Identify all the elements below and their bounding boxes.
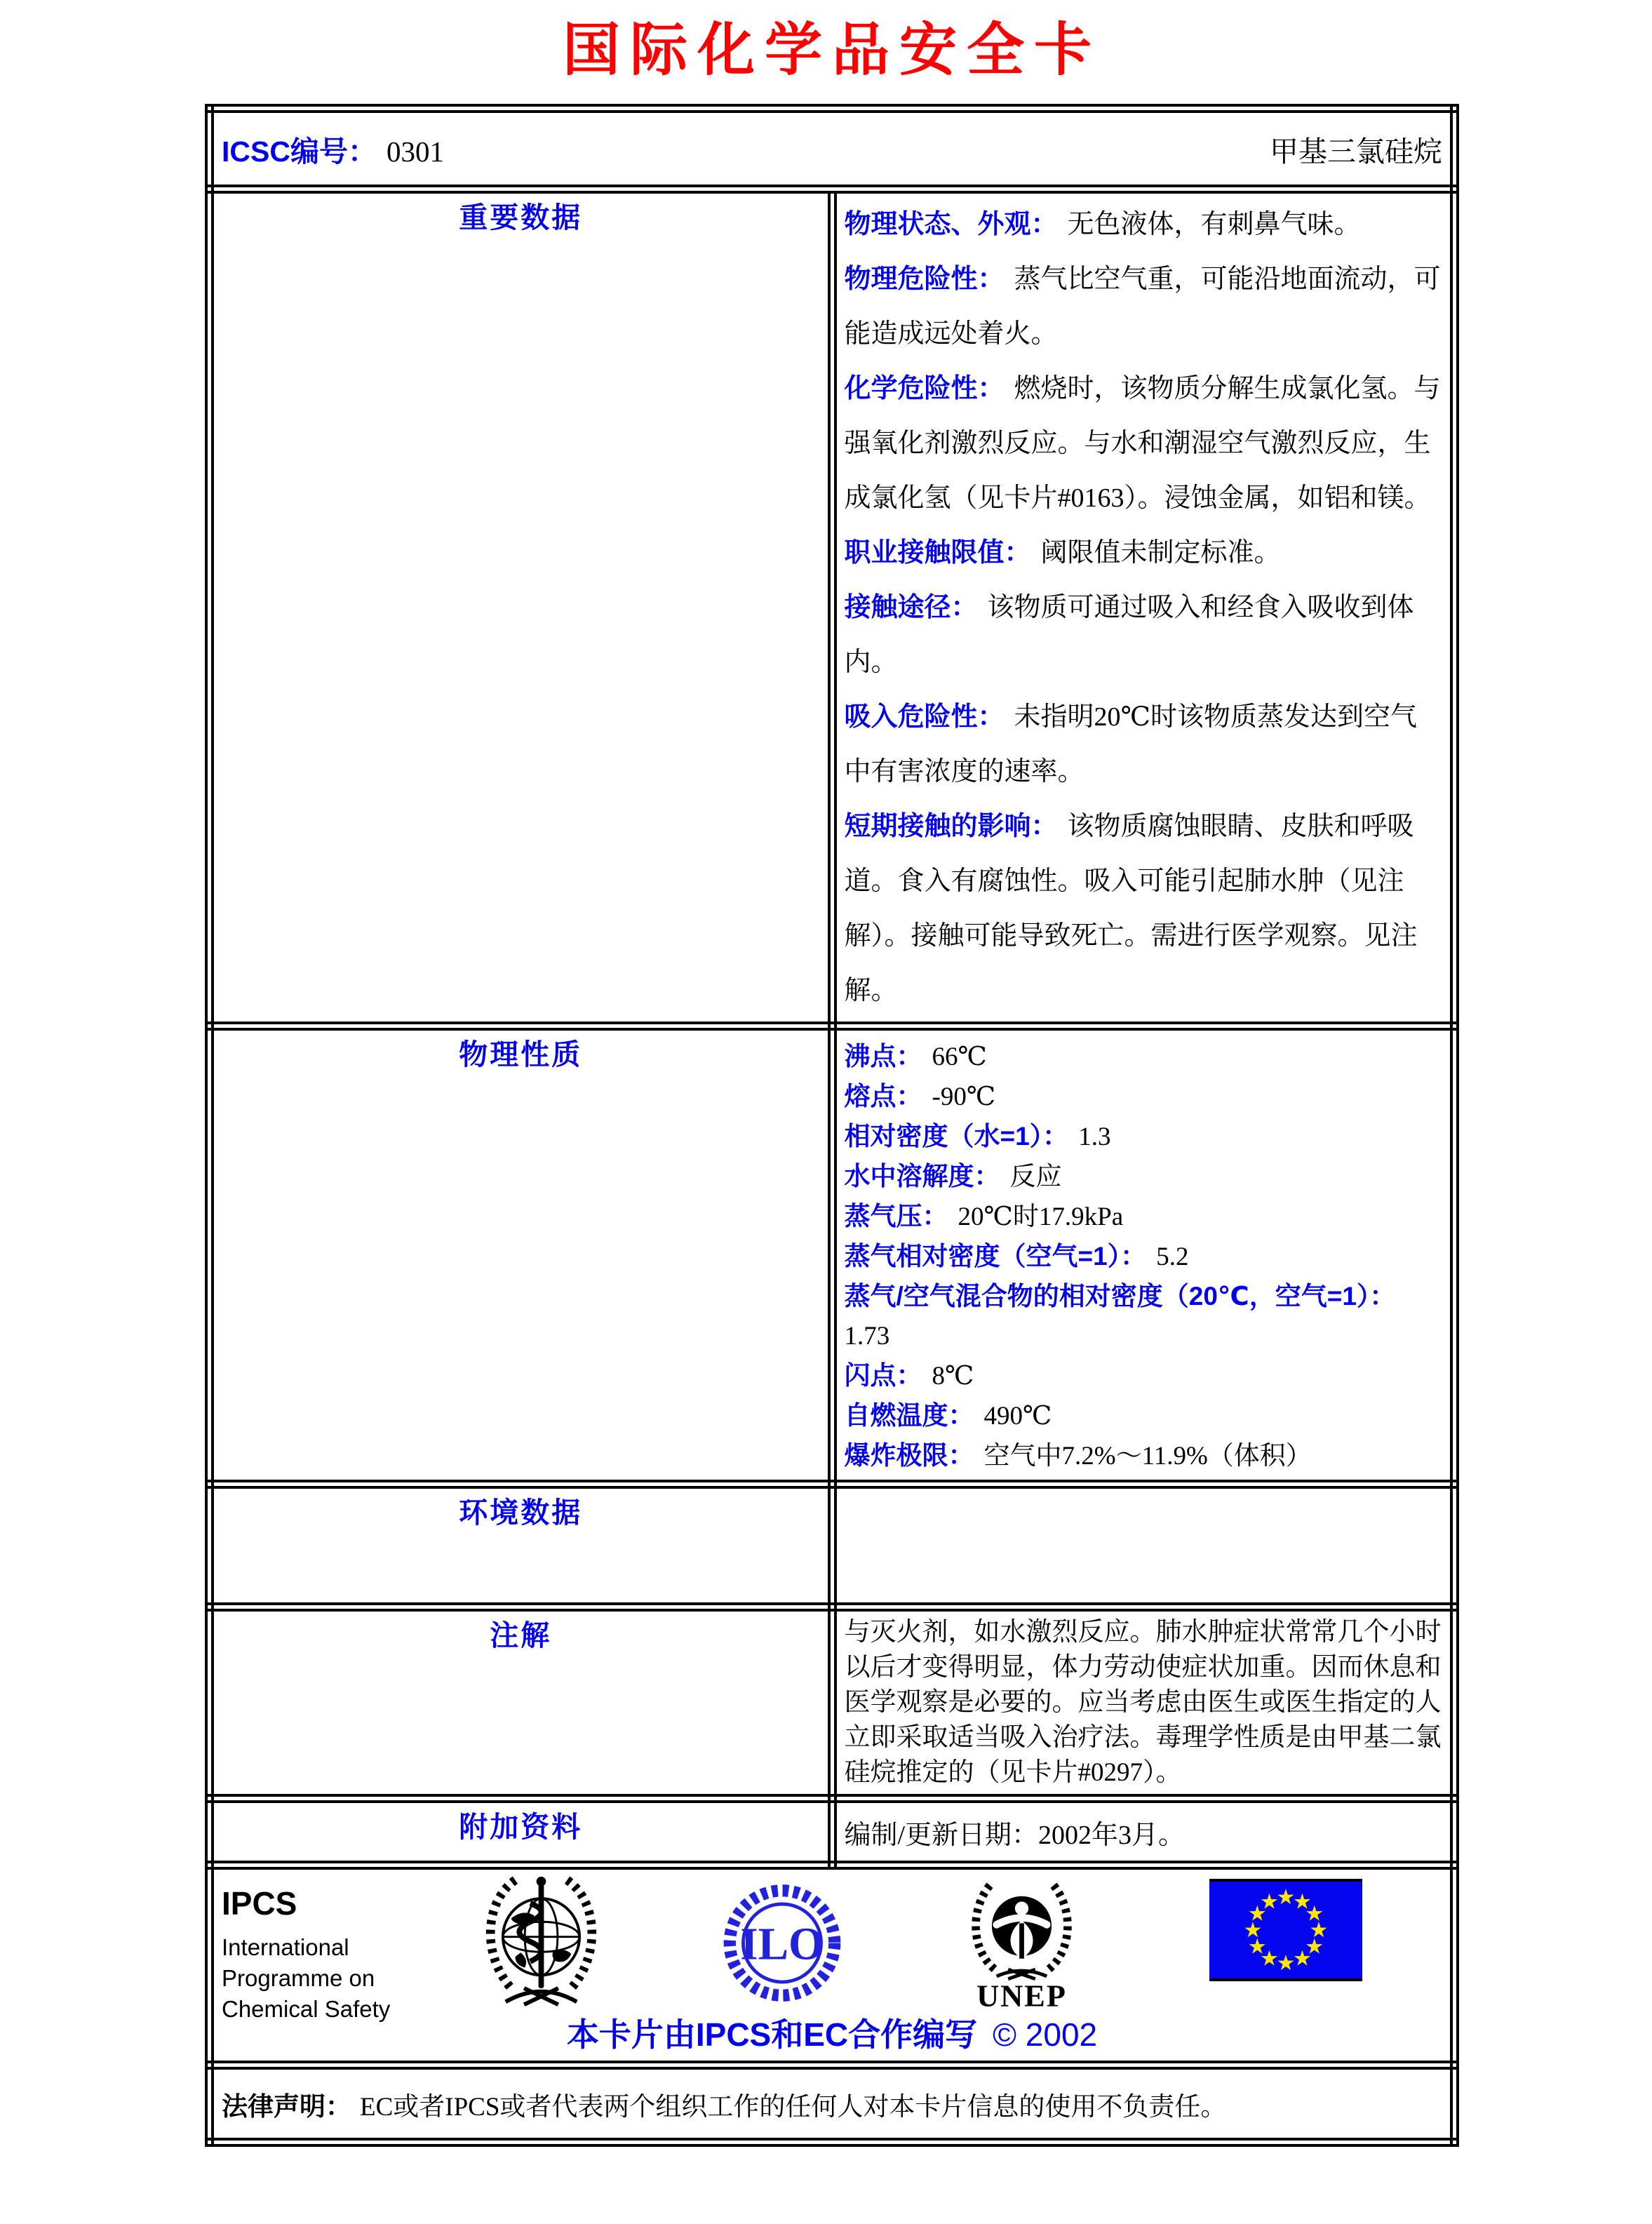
icsc-card-table xyxy=(205,104,1459,2147)
item-label: 职业接触限值： xyxy=(844,538,1031,568)
item-text: 8℃ xyxy=(932,1362,974,1391)
item-label: 沸点： xyxy=(844,1042,922,1071)
item-label: 吸入危险性： xyxy=(844,702,1005,732)
item-text: 1.73 xyxy=(844,1322,890,1351)
item-text: 该物质可通过吸入和经食入吸收到体内。 xyxy=(844,593,1414,677)
item-text: 反应 xyxy=(1009,1163,1062,1191)
physical-properties-row xyxy=(210,1026,1455,1485)
item-label: 化学危险性： xyxy=(844,374,1005,403)
item-label: 蒸气压： xyxy=(844,1202,948,1231)
section-label-notes: 注解 xyxy=(210,1607,833,1799)
page-title: 国际化学品安全卡 xyxy=(562,18,1101,82)
eu-star-icon: ★ xyxy=(1243,1919,1263,1942)
important-item xyxy=(845,690,1443,799)
unep-caption: UNEP xyxy=(976,1978,1067,2014)
item-text: 1.3 xyxy=(1078,1123,1111,1151)
legal-label: 法律声明： xyxy=(222,2091,351,2121)
eu-star-icon: ★ xyxy=(1276,1952,1296,1975)
icsc-number-label: ICSC编号： xyxy=(222,135,377,168)
chemical-name: 甲基三氯硅烷 xyxy=(1270,135,1442,168)
icsc-number xyxy=(222,128,444,170)
item-text: 该物质腐蚀眼睛、皮肤和呼吸道。食入有腐蚀性。吸入可能引起肺水肿（见注解）。接触可能导致死亡。需进行医学观察。见注解。 xyxy=(844,812,1418,1005)
ilo-logo-icon xyxy=(718,1875,846,2011)
item-label: 蒸气相对密度（空气=1）： xyxy=(844,1242,1147,1271)
eu-star-icon: ★ xyxy=(1305,1902,1324,1926)
physical-item xyxy=(845,1037,1443,1077)
unep-logo-icon xyxy=(964,1870,1080,2014)
eu-star-icon: ★ xyxy=(1260,1890,1279,1914)
credit-line xyxy=(215,2009,1449,2056)
eu-star-icon: ★ xyxy=(1260,1947,1279,1971)
section-label-important-data: 重要数据 xyxy=(210,189,833,1026)
item-text: 20℃时17.9kPa xyxy=(958,1203,1124,1231)
item-text: 无色液体，有刺鼻气味。 xyxy=(1067,210,1361,239)
notes-text: 与灭火剂，如水激烈反应。肺水肿症状常常几个小时以后才变得明显，体力劳动使症状加重。因而休息和医学观察是必要的。应当考虑由医生或医生指定的人立即采取适当吸入治疗法。毒理学性质是由甲基二氯硅烷推定的（见卡片#0297）。 xyxy=(844,1618,1442,1787)
item-text: 燃烧时，该物质分解生成氯化氢。与强氧化剂激烈反应。与水和潮湿空气激烈反应，生成氯化氢（见卡片#0163）。浸蚀金属，如铝和镁。 xyxy=(844,374,1441,513)
physical-item xyxy=(845,1237,1443,1277)
important-item xyxy=(845,252,1443,361)
important-item xyxy=(845,361,1443,525)
item-label: 爆炸极限： xyxy=(844,1441,974,1470)
item-label: 接触途径： xyxy=(844,593,978,622)
environmental-data-content xyxy=(838,1489,1450,1495)
logos-row xyxy=(210,1865,1455,2065)
ipcs-line3: Chemical Safety xyxy=(222,1996,391,2022)
eu-star-icon: ★ xyxy=(1276,1886,1296,1909)
header-row xyxy=(210,109,1455,189)
item-label: 自燃温度： xyxy=(844,1401,974,1430)
eu-star-icon: ★ xyxy=(1309,1919,1329,1942)
credit-year: © 2002 xyxy=(993,2016,1098,2053)
section-label-environmental-data: 环境数据 xyxy=(210,1485,833,1607)
item-label: 熔点： xyxy=(844,1082,922,1111)
item-text: 阈限值未制定标准。 xyxy=(1040,538,1281,568)
important-item xyxy=(845,580,1443,690)
ipcs-line1: International xyxy=(222,1934,349,1960)
physical-item xyxy=(845,1436,1443,1476)
item-label: 物理危险性： xyxy=(844,264,1005,294)
eu-star-icon: ★ xyxy=(1293,1890,1312,1914)
credit-text: 本卡片由IPCS和EC合作编写 xyxy=(566,2016,978,2053)
section-label-additional-info: 附加资料 xyxy=(210,1799,833,1865)
who-logo-icon xyxy=(473,1870,610,2014)
important-item xyxy=(845,799,1443,1018)
item-text: 空气中7.2%～11.9%（体积） xyxy=(983,1442,1312,1471)
section-label-physical-properties: 物理性质 xyxy=(210,1026,833,1485)
item-label: 蒸气/空气混合物的相对密度（20℃，空气=1）： xyxy=(844,1282,1396,1311)
eu-star-icon: ★ xyxy=(1247,1935,1267,1959)
item-label: 闪点： xyxy=(844,1361,922,1390)
ipcs-line2: Programme on xyxy=(222,1965,375,1991)
legal-text: EC或者IPCS或者代表两个组织工作的任何人对本卡片信息的使用不负责任。 xyxy=(360,2092,1227,2122)
important-item xyxy=(845,525,1443,580)
physical-item xyxy=(845,1117,1443,1157)
physical-properties-content xyxy=(838,1031,1450,1479)
item-label: 短期接触的影响： xyxy=(844,812,1058,841)
item-text: -90℃ xyxy=(932,1083,996,1111)
ilo-letters: ILO xyxy=(740,1919,824,1970)
eu-star-icon: ★ xyxy=(1305,1935,1324,1959)
item-label: 水中溶解度： xyxy=(844,1162,1000,1191)
additional-info-row xyxy=(210,1799,1455,1865)
item-text: 66℃ xyxy=(932,1043,987,1071)
ipcs-acronym: IPCS xyxy=(222,1885,297,1922)
physical-item xyxy=(845,1396,1443,1436)
notes-row xyxy=(210,1607,1455,1799)
physical-item xyxy=(845,1277,1443,1356)
environmental-data-row xyxy=(210,1485,1455,1607)
legal-notice xyxy=(215,2070,1449,2137)
item-text: 未指明20℃时该物质蒸发达到空气中有害浓度的速率。 xyxy=(844,702,1418,786)
notes-content xyxy=(838,1612,1450,1793)
physical-item xyxy=(845,1356,1443,1396)
item-label: 相对密度（水=1）： xyxy=(844,1122,1069,1151)
eu-star-icon: ★ xyxy=(1293,1947,1312,1971)
eu-flag-icon xyxy=(1209,1879,1362,1981)
important-data-row xyxy=(210,189,1455,1026)
additional-info-text: 编制/更新日期：2002年3月。 xyxy=(844,1820,1186,1850)
item-text: 5.2 xyxy=(1156,1242,1189,1271)
physical-item xyxy=(845,1197,1443,1237)
ipcs-block xyxy=(222,1884,390,2025)
physical-item xyxy=(845,1157,1443,1197)
item-text: 490℃ xyxy=(983,1402,1052,1431)
important-item xyxy=(845,197,1443,252)
item-label: 物理状态、外观： xyxy=(844,210,1058,239)
eu-star-icon: ★ xyxy=(1247,1902,1267,1926)
physical-item xyxy=(845,1077,1443,1117)
legal-row xyxy=(210,2065,1455,2143)
item-text: 蒸气比空气重，可能沿地面流动，可能造成远处着火。 xyxy=(844,264,1441,349)
icsc-number-value: 0301 xyxy=(386,135,444,168)
important-data-content xyxy=(838,194,1450,1021)
